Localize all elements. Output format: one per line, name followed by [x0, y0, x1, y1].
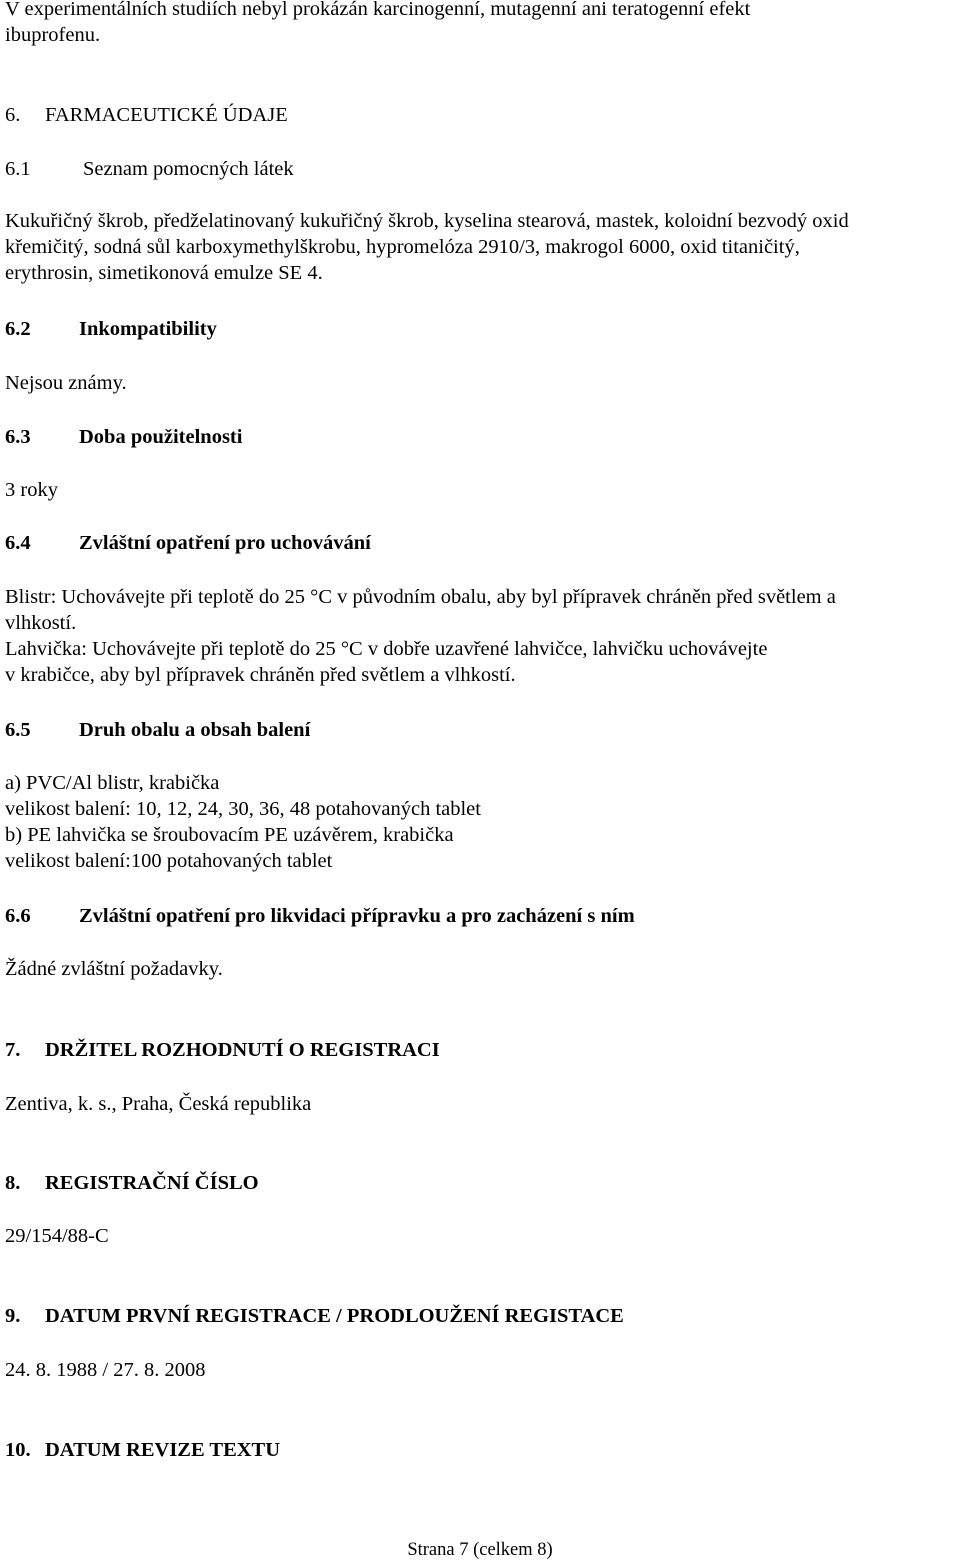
- section-title: Druh obalu a obsah balení: [79, 719, 311, 741]
- section-title: DATUM REVIZE TEXTU: [45, 1439, 281, 1461]
- section-title: Inkompatibility: [79, 318, 217, 340]
- section-number: 10.: [5, 1439, 31, 1461]
- section-number: 9.: [5, 1305, 21, 1327]
- paragraph-line: velikost balení:100 potahovaných tablet: [5, 850, 333, 872]
- section-title: REGISTRAČNÍ ČÍSLO: [45, 1172, 259, 1194]
- paragraph-line: Blistr: Uchovávejte při teplotě do 25 °C v původním obalu, aby byl přípravek chráněn před světlem a: [5, 586, 836, 608]
- paragraph-line: Zentiva, k. s., Praha, Česká republika: [5, 1093, 312, 1115]
- page-footer: Strana 7 (celkem 8): [407, 1540, 553, 1560]
- paragraph-line: v krabičce, aby byl přípravek chráněn před světlem a vlhkostí.: [5, 664, 516, 686]
- paragraph-line: b) PE lahvička se šroubovacím PE uzávěrem, krabička: [5, 824, 454, 846]
- paragraph-line: Lahvička: Uchovávejte při teplotě do 25 °C v dobře uzavřené lahvičce, lahvičku uchovávejte: [5, 638, 768, 660]
- section-6-heading: [5, 102, 288, 128]
- paragraph-line: křemičitý, sodná sůl karboxymethylškrobu, hypromelóza 2910/3, makrogol 6000, oxid titaničitý,: [5, 236, 800, 258]
- section-title: DATUM PRVNÍ REGISTRACE / PRODLOUŽENÍ REGISTACE: [45, 1305, 624, 1327]
- section-number: 6.6: [5, 905, 31, 927]
- section-7-heading: [5, 1037, 440, 1063]
- section-title: Seznam pomocných látek: [83, 158, 294, 180]
- paragraph-line: Žádné zvláštní požadavky.: [5, 958, 223, 980]
- paragraph-line: vlhkostí.: [5, 612, 77, 634]
- section-8-heading: [5, 1170, 259, 1196]
- section-number: 6.4: [5, 532, 31, 554]
- section-6-2-heading: [5, 316, 217, 342]
- section-number: 6.5: [5, 719, 31, 741]
- section-title: DRŽITEL ROZHODNUTÍ O REGISTRACI: [45, 1039, 440, 1061]
- section-title: FARMACEUTICKÉ ÚDAJE: [45, 104, 288, 126]
- paragraph-line: 24. 8. 1988 / 27. 8. 2008: [5, 1359, 206, 1381]
- section-title: Zvláštní opatření pro likvidaci přípravku a pro zacházení s ním: [79, 905, 635, 927]
- intro-line-1: V experimentálních studiích nebyl prokázán karcinogenní, mutagenní ani teratogenní efekt: [5, 0, 751, 20]
- section-number: 6.2: [5, 318, 31, 340]
- section-6-6-heading: [5, 903, 635, 929]
- section-6-3-heading: [5, 424, 242, 450]
- section-number: 7.: [5, 1039, 21, 1061]
- intro-line-2: ibuprofenu.: [5, 24, 101, 46]
- section-number: 8.: [5, 1172, 21, 1194]
- section-number: 6.3: [5, 426, 31, 448]
- section-title: Doba použitelnosti: [79, 426, 243, 448]
- section-title: Zvláštní opatření pro uchovávání: [79, 532, 371, 554]
- section-number: 6.1: [5, 158, 31, 180]
- paragraph-line: velikost balení: 10, 12, 24, 30, 36, 48 potahovaných tablet: [5, 798, 481, 820]
- section-9-heading: [5, 1303, 624, 1329]
- paragraph-line: erythrosin, simetikonová emulze SE 4.: [5, 262, 323, 284]
- section-6-5-heading: [5, 717, 310, 743]
- paragraph-line: 3 roky: [5, 479, 58, 501]
- paragraph-line: Kukuřičný škrob, předželatinovaný kukuřičný škrob, kyselina stearová, mastek, koloidní bezvodý oxid: [5, 210, 849, 232]
- paragraph-line: Nejsou známy.: [5, 372, 127, 394]
- section-10-heading: [5, 1437, 280, 1463]
- section-number: 6.: [5, 104, 21, 126]
- paragraph-line: 29/154/88-C: [5, 1225, 109, 1247]
- section-6-1-heading: [5, 156, 294, 182]
- paragraph-line: a) PVC/Al blistr, krabička: [5, 772, 220, 794]
- section-6-4-heading: [5, 530, 371, 556]
